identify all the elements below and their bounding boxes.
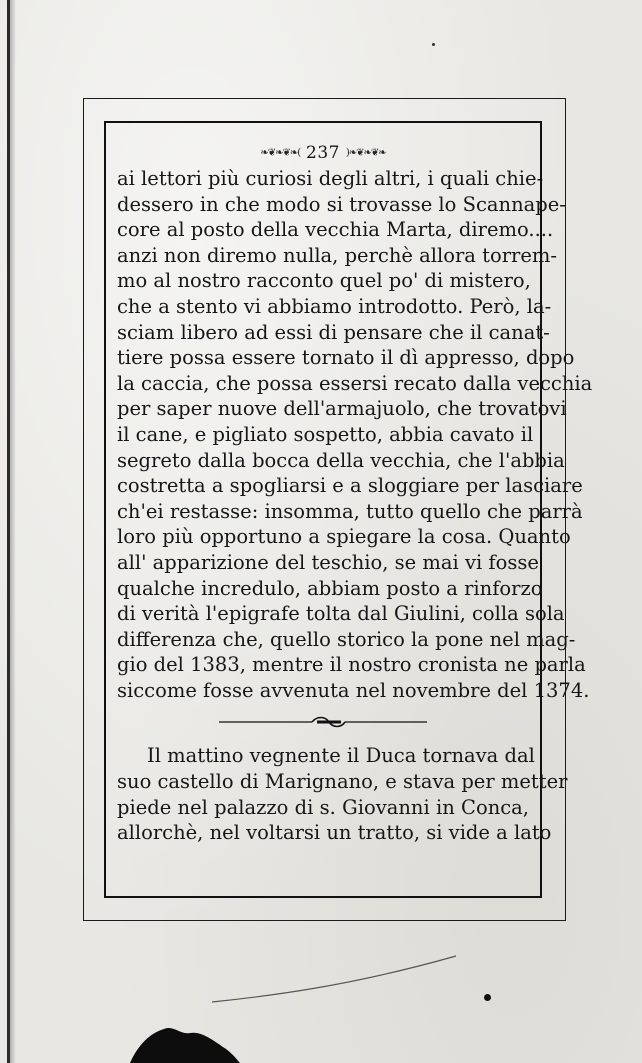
text-line: la caccia, che possa essersi recato dalla vecchia: [117, 371, 593, 395]
text-line: il cane, e pigliato sospetto, abbia cavato il: [117, 422, 534, 446]
text-line: segreto dalla bocca della vecchia, che l'abbia: [117, 448, 565, 472]
text-line: Il mattino vegnente il Duca tornava dal: [147, 744, 535, 768]
text-line: ch'ei restasse: insomma, tutto quello che parrà: [117, 499, 583, 523]
running-header: [117, 140, 529, 166]
text-line: dessero in che modo si trovasse lo Scannape-: [117, 192, 566, 216]
divider-ornament: [217, 715, 429, 729]
text-line: suo castello di Marignano, e stava per metter: [117, 770, 568, 794]
page-number: 237: [306, 143, 340, 163]
text-line: piede nel palazzo di s. Giovanni in Conca,: [117, 795, 529, 819]
text-line: per saper nuove dell'armajuolo, che trovatovi: [117, 397, 567, 421]
text-line: tiere possa essere tornato il dì appresso, dopo: [117, 346, 575, 370]
spine-shadow: [10, 0, 16, 1063]
text-line: sciam libero ad essi di pensare che il canat-: [117, 320, 550, 344]
text-line: loro più opportuno a spiegare la cosa. Quanto: [117, 525, 571, 549]
text-line: differenza che, quello storico la pone nel mag-: [117, 627, 576, 651]
ink-blot: [130, 1015, 240, 1063]
header-right-ornament: )❧❦❧❦❧: [345, 147, 386, 159]
page-text-block: [117, 140, 593, 846]
paragraph-2: [117, 743, 568, 845]
text-line: anzi non diremo nulla, perchè allora torrem-: [117, 243, 557, 267]
text-line: di verità l'epigrafe tolta dal Giulini, colla sola: [117, 602, 565, 626]
header-left-ornament: ❧❦❧❦❧(: [260, 147, 301, 159]
text-line: all' apparizione del teschio, se mai vi fosse: [117, 550, 539, 574]
text-line: ai lettori più curiosi degli altri, i quali chie-: [117, 167, 544, 190]
text-line: gio del 1383, mentre il nostro cronista ne parla: [117, 653, 586, 677]
section-divider: [117, 703, 529, 743]
text-line: allorchè, nel voltarsi un tratto, si vide a lato: [117, 821, 552, 845]
paper-speck: [432, 43, 435, 46]
text-line: che a stento vi abbiamo introdotto. Però, la-: [117, 294, 552, 318]
paragraph-1: [117, 166, 593, 703]
text-line: core al posto della vecchia Marta, diremo....: [117, 218, 554, 242]
text-line: costretta a spogliarsi e a sloggiare per lasciare: [117, 474, 583, 498]
pencil-stroke-mark: [210, 950, 460, 1010]
text-line: siccome fosse avvenuta nel novembre del 1374.: [117, 678, 590, 702]
ink-dot: [484, 994, 491, 1001]
text-line: qualche incredulo, abbiam posto a rinforzo: [117, 576, 543, 600]
text-line: mo al nostro racconto quel po' di mistero,: [117, 269, 531, 293]
